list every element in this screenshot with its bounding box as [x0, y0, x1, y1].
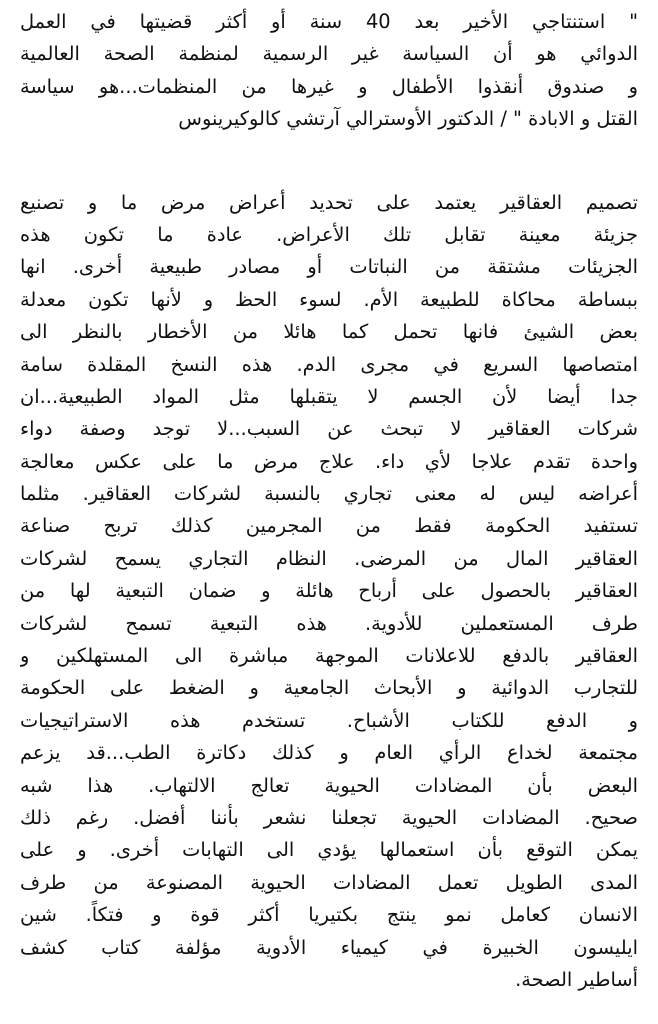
text-line: أعراضه ليس له معنى تجاري بالنسبة لشركات العقاقير. مثلما	[20, 482, 638, 506]
text-line: صحيح. المضادات الحيوية تجعلنا نشعر بأننا أفضل. رغم ذلك	[20, 805, 638, 829]
text-line: العقاقير بالحصول على أرباح هائلة و ضمان التبعية لها من	[20, 579, 638, 603]
paragraph-gap	[20, 136, 638, 187]
quote-line: و صندوق أنقذوا الأطفال و غيرها من المنظمات...هو سياسة	[20, 74, 638, 98]
body-paragraph	[20, 187, 638, 997]
text-line: مجتمعة لخداع الرأي العام و كذلك دكاترة الطب...قد يزعم	[20, 741, 638, 765]
text-line: واحدة تقدم علاجا لأي داء. علاج مرض ما على عكس معالجة	[20, 449, 638, 473]
text-line: بعض الشيئ فانها تحمل كما هائلا من الأخطار بالنظر الى	[20, 320, 638, 344]
text-line: العقاقير المال من المرضى. النظام التجاري يسمح لشركات	[20, 546, 638, 570]
text-line: الجزيئات مشتقة من النباتات أو مصادر طبيعية أخرى. انها	[20, 255, 638, 279]
text-line: شركات العقاقير لا تبحث عن السبب...لا توجد وصفة دواء	[20, 417, 638, 441]
quote-line: الدوائي هو أن السياسة غير الرسمية لمنظمة الصحة العالمية	[20, 42, 638, 66]
text-line: الانسان كعامل نمو ينتج بكتيريا أكثر قوة و فتكاً. شين	[20, 903, 638, 927]
text-line: تصميم العقاقير يعتمد على تحديد أعراض مرض ما و تصنيع	[20, 190, 638, 214]
quote-paragraph	[20, 6, 638, 136]
text-line: للتجارب الدوائية و الأبحاث الجامعية و الضغط على الحكومة	[20, 676, 638, 700]
text-line: ببساطة محاكاة للطبيعة الأم. لسوء الحظ و لأنها تكون معدلة	[20, 287, 638, 311]
text-line: و الدفع للكتاب الأشباح. تستخدم هذه الاستراتيجيات	[20, 708, 638, 732]
text-line: جزيئة معينة تقابل تلك الأعراض. عادة ما تكون هذه	[20, 222, 638, 246]
text-line: المدى الطويل تعمل المضادات الحيوية المصنوعة من طرف	[20, 870, 638, 894]
text-line: طرف المستعملين للأدوية. هذه التبعية تسمح لشركات	[20, 611, 638, 635]
quote-line: القتل و الابادة " / الدكتور الأوسترالي آرتشي كالوكيرينوس	[178, 107, 638, 131]
text-line: امتصاصها السريع في مجرى الدم. هذه النسخ المقلدة سامة	[20, 352, 638, 376]
quote-line: " استنتاجي الأخير بعد 40 سنة أو أكثر قضيتها في العمل	[20, 10, 638, 33]
text-line: أساطير الصحة.	[515, 967, 638, 991]
text-line: العقاقير بالدفع للاعلانات الموجهة مباشرة الى المستهلكين و	[20, 644, 638, 668]
text-line: يمكن التوقع بأن استعمالها يؤدي الى التهابات أخرى. و على	[20, 838, 638, 862]
text-line: ايليسون الخبيرة في كيمياء الأدوية مؤلفة كتاب كشف	[20, 935, 638, 959]
text-line: البعض بأن المضادات الحيوية تعالج الالتهاب. هذا شبه	[20, 773, 638, 797]
text-line: تستفيد الحكومة فقط من المجرمين كذلك تربح صناعة	[20, 514, 638, 538]
text-line: جدا أيضا لأن الجسم لا يتقبلها مثل المواد الطبيعية...ان	[20, 384, 638, 408]
